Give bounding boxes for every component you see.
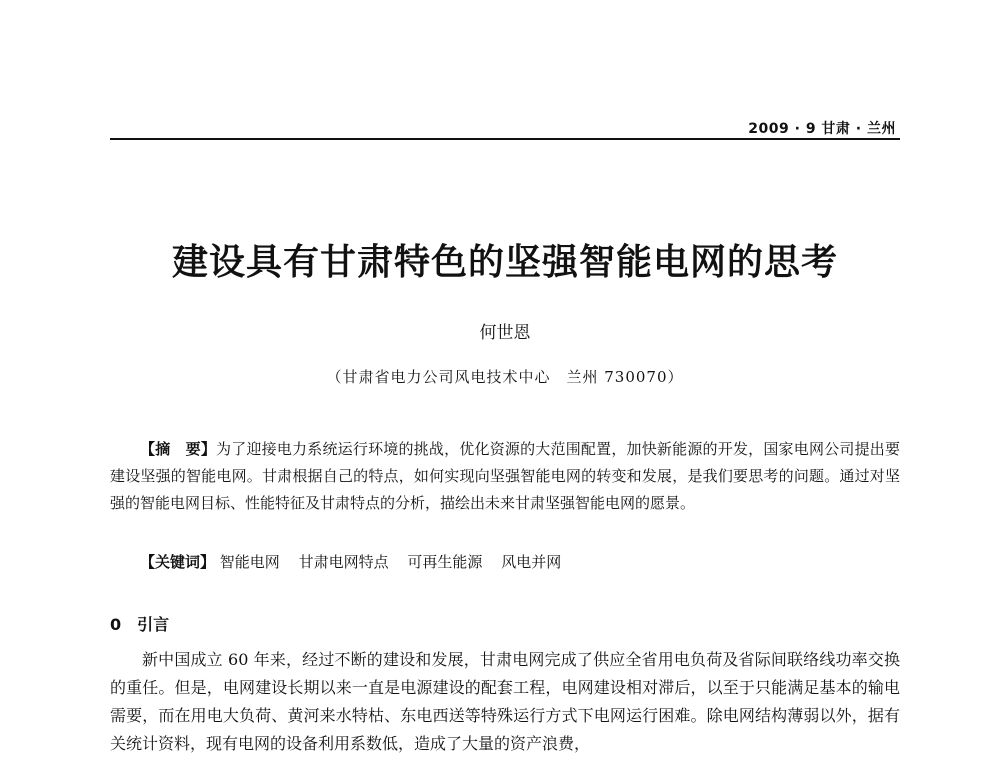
keyword: 智能电网: [219, 553, 280, 571]
keyword: 风电并网: [501, 553, 562, 571]
author-affiliation: （甘肃省电力公司风电技术中心 兰州 730070）: [326, 368, 684, 386]
abstract: [110, 436, 900, 517]
abstract-text: 为了迎接电力系统运行环境的挑战，优化资源的大范围配置，加快新能源的开发，国家电网公司提出要建设坚强的智能电网。甘肃根据自己的特点，如何实现向坚强智能电网的转变和发展，是我们要思考的问题。通过对坚强的智能电网目标、性能特征及甘肃特点的分析，描绘出未来甘肃坚强智能电网的愿景。: [110, 440, 900, 512]
header-rule: [110, 138, 900, 140]
keyword: 甘肃电网特点: [298, 553, 389, 571]
section-heading: 0 引言: [110, 615, 170, 634]
keywords: [140, 549, 900, 576]
paper-title: 建设具有甘肃特色的坚强智能电网的思考: [171, 241, 838, 283]
keywords-label: 【关键词】: [140, 553, 216, 571]
body-paragraph: 新中国成立 60 年来，经过不断的建设和发展，甘肃电网完成了供应全省用电负荷及省际间联络线功率交换的重任。但是，电网建设长期以来一直是电源建设的配套工程，电网建设相对滞后，以至于只能满足基本的输电需要，而在用电大负荷、黄河来水特枯、东电西送等特殊运行方式下电网运行困难。除电网结构薄弱以外，据有关统计资料，现有电网的设备利用系数低，造成了大量的资产浪费，: [110, 650, 900, 753]
abstract-label: 【摘 要】: [140, 440, 217, 458]
journal-meta: 2009 · 9 甘肃 · 兰州: [748, 121, 896, 137]
keyword: 可再生能源: [407, 553, 483, 571]
author-name: 何世恩: [479, 323, 531, 343]
